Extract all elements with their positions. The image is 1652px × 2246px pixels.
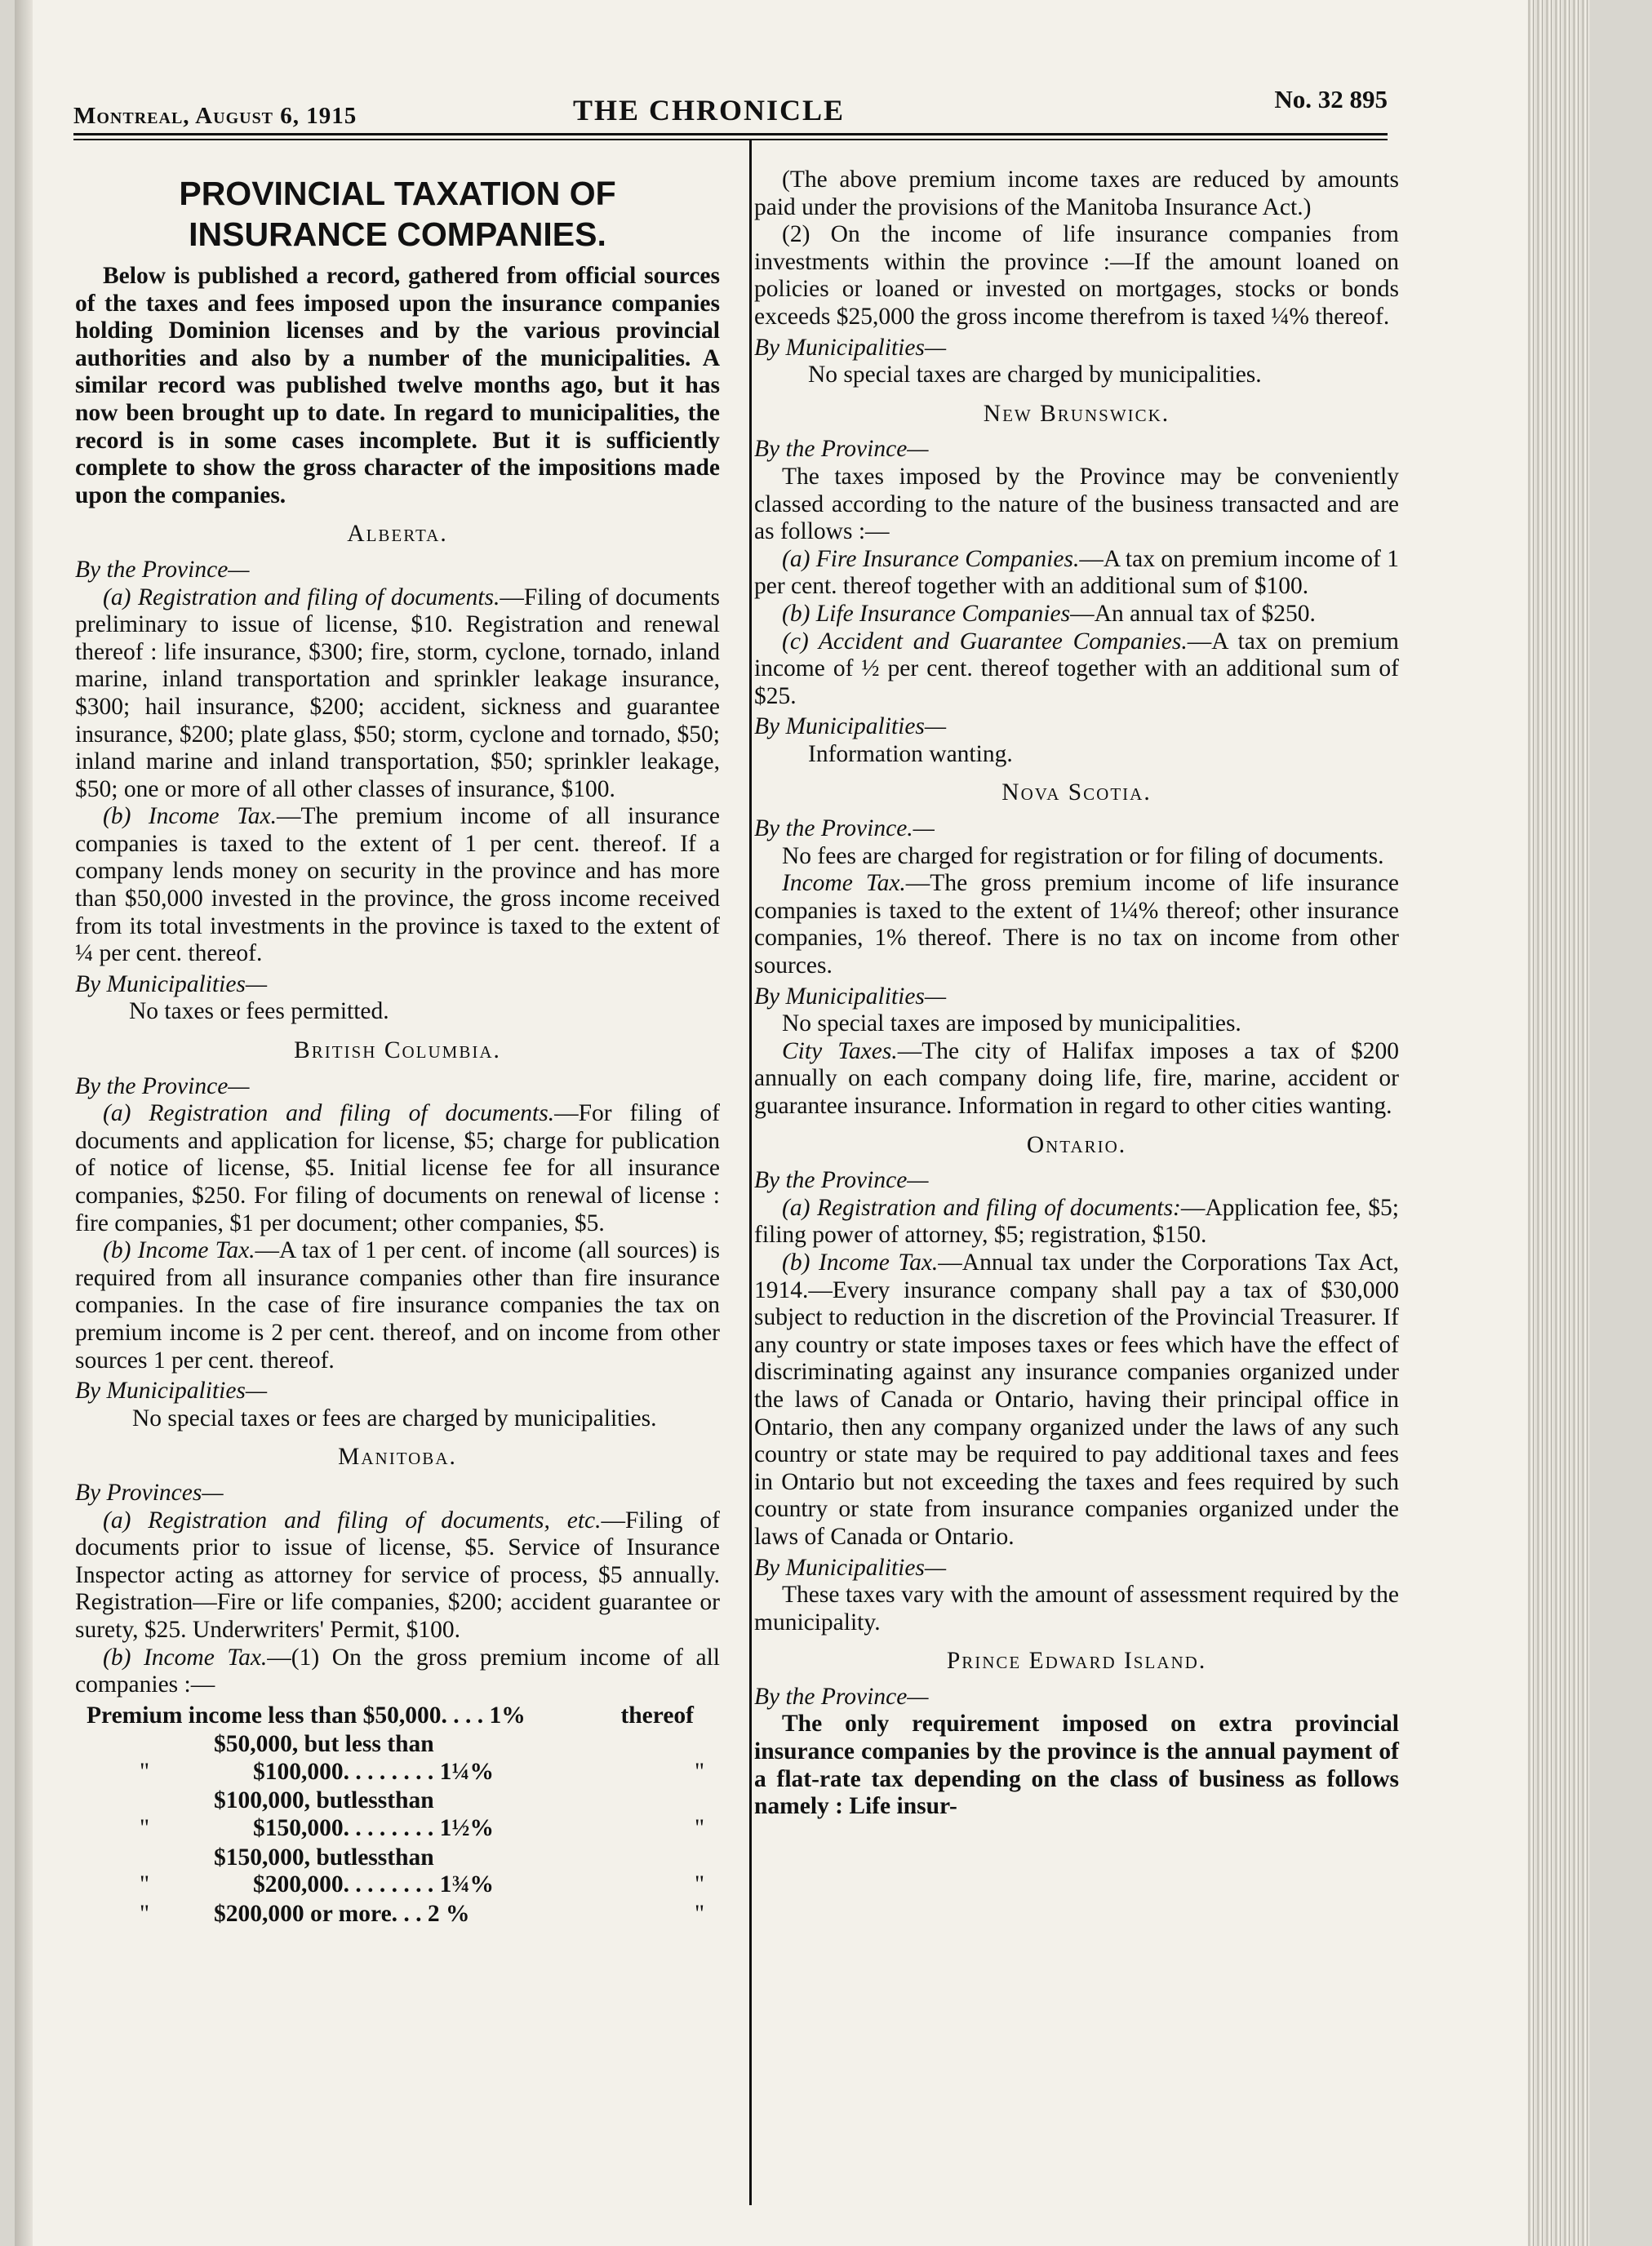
ns-by-province: By the Province.— (754, 815, 935, 842)
manitoba-income-tax: (b) Income Tax.—(1) On the gross premium income of all companies :— (75, 1644, 721, 1698)
bc-income-tax: (b) Income Tax.—A tax of 1 per cent. of income (all sources) is required from all insurance companies other than fire insurance companies. In the case of fire insurance companies the tax on premium income is 2 per cent. thereof, and on income from other sources 1 per cent. thereof. (75, 1237, 720, 1374)
rate-row-band: $200,000 or more. . . 2 % (214, 1900, 470, 1927)
ontario-registration: (a) Registration and filing of documents:—Application fee, $5; filing power of attorney, $5; registration, $150. (754, 1194, 1399, 1249)
manitoba-registration: (a) Registration and filing of documents, etc.—Filing of documents prior to issue of license, $5. Service of Insurance Inspector acting as attorney for service of process, $5 annually. Registration—Fire or life companies, $200; accident guarantee or surety, $25. Underwriters' Permit, $100. (75, 1507, 720, 1643)
section-heading-new-brunswick: New Brunswick. (983, 400, 1170, 427)
alberta-by-province: By the Province— (75, 556, 250, 583)
rate-base: Premium income less than $50,000. . . . 1% (87, 1702, 526, 1729)
alberta-registration: (a) Registration and filing of documents.—Filing of documents preliminary to issue of license, $10. Registration and renewal thereof : life insurance, $300; fire, storm, cyclone, tornado, inland marine, inland transportation and sprinkler leakage insurance, $300; hail insurance, $200; accident, sickness and guarantee insurance, $200; plate glass, $50; storm, cyclone and tornado, $50; inland marine and inland transportation, $50; sprinkler leakage, $50; one or more of all other classes of insurance, $100. (75, 584, 720, 802)
ditto-mark: " (694, 1871, 705, 1898)
bc-registration: (a) Registration and filing of documents.—For filing of documents and application for license, $5; charge for publication of notice of license, $5. Initial license fee for all insurance companies, $250. For filing of documents on renewal of license : fire companies, $1 per document; other companies, $5. (75, 1100, 721, 1236)
premium-rate-table (75, 1702, 720, 1929)
pei-by-province: By the Province— (754, 1683, 929, 1710)
manitoba-by-provinces: By Provinces— (75, 1479, 224, 1506)
section-heading-british-columbia: British Columbia. (294, 1037, 501, 1064)
manitoba-note: (The above premium income taxes are reduced by amounts paid under the provisions of the Manitoba Insurance Act.) (754, 166, 1399, 220)
header-rule-thin (73, 139, 1388, 140)
section-heading-pei: Prince Edward Island. (946, 1648, 1207, 1675)
nb-municipal-text: Information wanting. (808, 740, 1013, 767)
header-rule (73, 133, 1388, 135)
rate-thereof: thereof (620, 1702, 694, 1729)
alberta-by-municipalities: By Municipalities— (75, 970, 268, 997)
ns-city-taxes: City Taxes.—The city of Halifax imposes a tax of $200 annually on each company doing life, fire, marine, accident or guarantee insurance. Information in regard to other cities wanting. (754, 1037, 1399, 1119)
publication-title: THE CHRONICLE (573, 94, 846, 127)
rate-row (75, 1731, 720, 1786)
rate-row (75, 1787, 720, 1842)
book-page-edges (1528, 0, 1590, 2246)
rate-row-rate: $200,000. . . . . . . . 1¾% (253, 1871, 494, 1898)
column-divider (749, 140, 752, 2205)
alberta-income-tax: (b) Income Tax.—The premium income of all insurance companies is taxed to the extent of 1 per cent. thereof. If a company lends money on security in the province and has more than $50,000 invested in the province, the gross income received from its total investments in the province is taxed to the extent of ¼ per cent. thereof. (75, 803, 720, 967)
bc-by-municipalities: By Municipalities— (75, 1378, 268, 1405)
bc-by-province: By the Province— (75, 1072, 250, 1099)
rate-row-rate: $100,000. . . . . . . . 1¼% (253, 1758, 494, 1785)
left-page-edge (15, 0, 33, 2246)
left-column (75, 173, 720, 1928)
nb-life: (b) Life Insurance Companies—An annual tax of $250. (782, 600, 1316, 627)
issue-page-number: No. 32 895 (1274, 85, 1388, 113)
section-heading-manitoba: Manitoba. (338, 1444, 457, 1471)
pei-text: The only requirement imposed on extra provincial insurance companies by the province is the annual payment of a flat-rate tax depending on the class of business as follows namely : Life insur- (754, 1711, 1399, 1820)
ditto-mark: " (694, 1758, 705, 1785)
alberta-municipal-text: No taxes or fees permitted. (129, 998, 389, 1025)
ditto-mark: " (139, 1871, 150, 1898)
ns-municipal-text: No special taxes are imposed by municipalities. (782, 1010, 1241, 1037)
page (15, 0, 1590, 2246)
rate-row-band: $150,000, butlessthan (214, 1844, 434, 1871)
bc-municipal-text: No special taxes or fees are charged by municipalities. (132, 1405, 657, 1431)
ontario-by-province: By the Province— (754, 1167, 929, 1194)
rate-row (75, 1901, 720, 1929)
article-intro: Below is published a record, gathered from official sources of the taxes and fees imposed upon the insurance companies holding Dominion licenses and by the various provincial authorities and also by a number of the municipalities. A similar record was published twelve months ago, but it has now been brought up to date. In regard to municipalities, the record is in some cases incomplete. But it is sufficiently complete to show the gross character of the impositions made upon the companies. (75, 263, 720, 508)
manitoba-life-income: (2) On the income of life insurance companies from investments within the province :—If the amount loaned on policies or loaned or invested on mortgages, stocks or bonds exceeds $25,000 the gross income therefrom is taxed ¼% thereof. (754, 221, 1399, 330)
nb-accident: (c) Accident and Guarantee Companies.—A tax on premium income of ½ per cent. thereof together with an additional sum of $25. (754, 628, 1399, 709)
rate-row (75, 1844, 720, 1899)
ditto-mark: " (139, 1815, 150, 1842)
manitoba-municipal-text: No special taxes are charged by municipalities. (808, 362, 1262, 388)
ontario-by-municipalities: By Municipalities— (754, 1554, 947, 1581)
section-heading-nova-scotia: Nova Scotia. (1001, 779, 1152, 806)
manitoba-by-municipalities: By Municipalities— (754, 334, 947, 361)
rate-table-head (75, 1702, 720, 1730)
right-column (754, 166, 1399, 1821)
ditto-mark: " (694, 1900, 705, 1927)
ontario-municipal-text: These taxes vary with the amount of assessment required by the municipality. (754, 1582, 1399, 1636)
ditto-mark: " (139, 1758, 150, 1785)
rate-row-band: $50,000, but less than (214, 1731, 434, 1758)
ontario-income-tax: (b) Income Tax.—Annual tax under the Corporations Tax Act, 1914.—Every insurance company shall pay a tax of $30,000 subject to reduction in the discretion of the Provincial Treasurer. If any country or state imposes taxes or fees which have the effect of discriminating against any insurance companies organized under the laws of Canada or Ontario, having their principal office in Ontario, then any company organized under the laws of any such country or state may be required to pay additional taxes and fees in Ontario but not exceeding the taxes and fees required by such country or state from insurance companies organized under the laws of Canada or Ontario. (754, 1249, 1399, 1550)
rate-row-band: $100,000, butlessthan (214, 1787, 434, 1814)
rate-row-rate: $150,000. . . . . . . . 1½% (253, 1815, 494, 1842)
section-heading-ontario: Ontario. (1026, 1131, 1127, 1158)
ditto-mark: " (139, 1900, 150, 1927)
nb-intro: The taxes imposed by the Province may be conveniently classed according to the nature of the business transacted and are as follows :— (754, 463, 1399, 545)
ditto-mark: " (694, 1815, 705, 1842)
ns-income-tax: Income Tax.—The gross premium income of life insurance companies is taxed to the extent of 1¼% thereof; other insurance companies, 1% thereof. There is no tax on income from other sources. (754, 870, 1400, 979)
running-header (73, 85, 1388, 134)
nb-by-municipalities: By Municipalities— (754, 713, 947, 740)
article-title: PROVINCIAL TAXATION OF INSURANCE COMPANIES. (179, 175, 616, 253)
section-heading-alberta: Alberta. (347, 521, 448, 548)
nb-by-province: By the Province— (754, 436, 929, 463)
nb-fire: (a) Fire Insurance Companies.—A tax on premium income of 1 per cent. thereof together with an additional sum of $100. (754, 545, 1399, 600)
header-dateline: Montreal, August 6, 1915 (73, 103, 357, 129)
ns-fees: No fees are charged for registration or for filing of documents. (782, 842, 1384, 869)
ns-by-municipalities: By Municipalities— (754, 983, 947, 1010)
